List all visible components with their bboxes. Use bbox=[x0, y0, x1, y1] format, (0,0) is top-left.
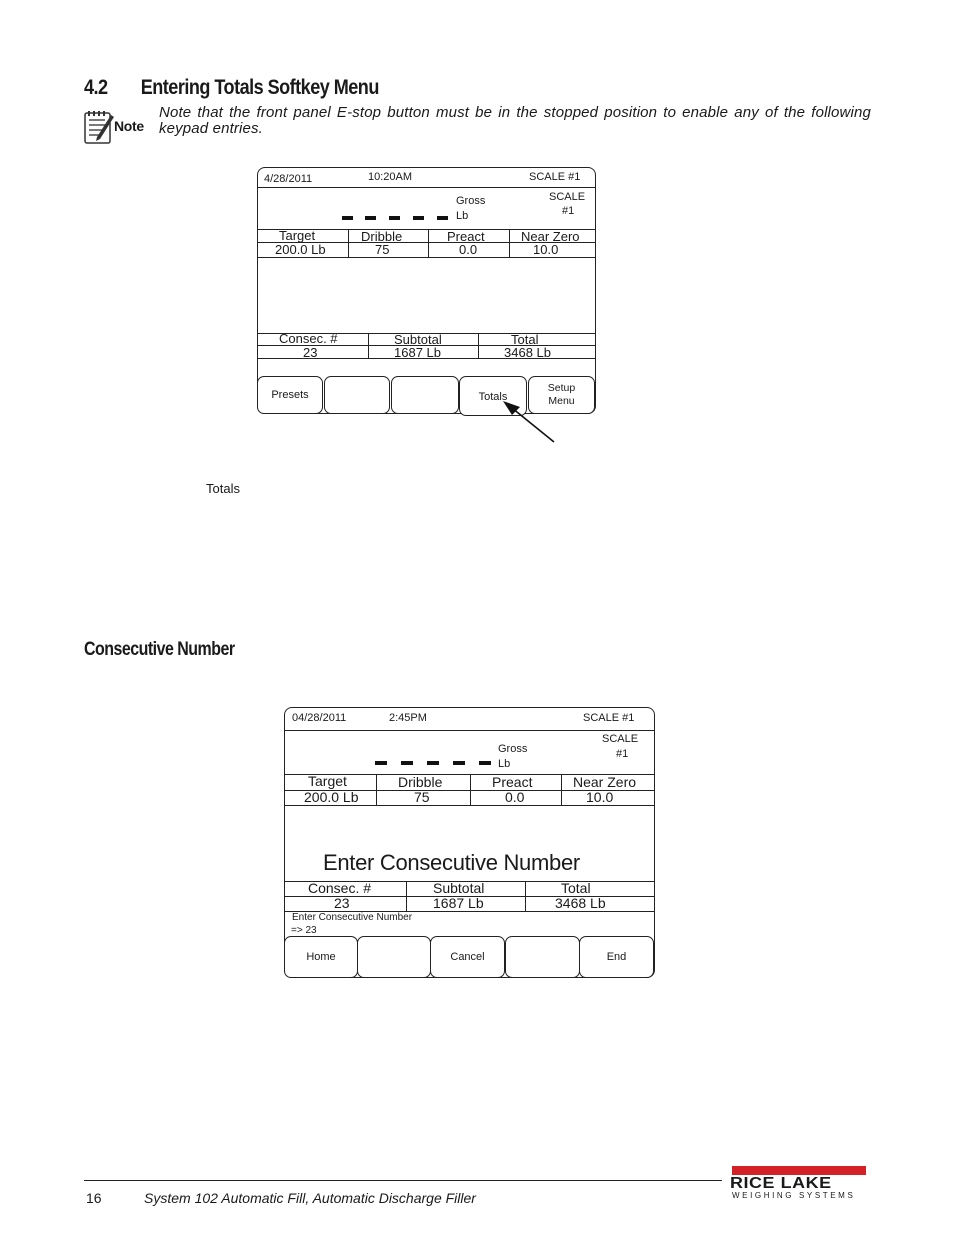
screen-date: 4/28/2011 bbox=[264, 173, 313, 185]
totals-header-total: Total bbox=[561, 880, 591, 896]
softkey-cancel[interactable]: Cancel bbox=[430, 936, 505, 978]
document-title: System 102 Automatic Fill, Automatic Discharge Filler bbox=[144, 1190, 476, 1206]
param-header-target: Target bbox=[279, 228, 316, 243]
totals-value-consec: 23 bbox=[334, 895, 350, 911]
consecutive-number-input[interactable] bbox=[291, 924, 411, 936]
totals-header-subtotal: Subtotal bbox=[394, 332, 442, 347]
param-value-near-zero: 10.0 bbox=[586, 789, 614, 805]
logo-bar bbox=[732, 1166, 866, 1175]
display-screen-main bbox=[257, 167, 596, 414]
weight-unit: Lb bbox=[456, 210, 469, 222]
totals-header-total: Total bbox=[511, 332, 539, 347]
logo-subtext: WEIGHING SYSTEMS bbox=[732, 1191, 856, 1200]
softkey-blank-2[interactable] bbox=[391, 376, 459, 414]
caption-totals: Totals bbox=[206, 481, 240, 496]
softkey-totals[interactable]: Totals bbox=[459, 376, 527, 416]
totals-header-consec: Consec. # bbox=[279, 331, 338, 346]
footer-rule bbox=[84, 1180, 722, 1181]
param-value-target: 200.0 Lb bbox=[275, 242, 326, 257]
prompt-text: Enter Consecutive Number bbox=[323, 850, 580, 875]
softkey-blank-1[interactable] bbox=[357, 936, 431, 978]
totals-value-consec: 23 bbox=[303, 345, 318, 360]
softkey-home[interactable]: Home bbox=[284, 936, 358, 978]
totals-header-subtotal: Subtotal bbox=[433, 880, 485, 896]
note-label: Note bbox=[114, 118, 144, 134]
scale-number: #1 bbox=[562, 205, 575, 217]
display-screen-consecutive bbox=[284, 707, 655, 978]
scale-label: SCALE bbox=[549, 191, 586, 203]
param-value-preact: 0.0 bbox=[505, 789, 525, 805]
section-number: 4.2 bbox=[84, 76, 108, 99]
weight-mode: Gross bbox=[456, 195, 486, 207]
screen-scale-header: SCALE #1 bbox=[529, 171, 581, 183]
param-header-dribble: Dribble bbox=[398, 774, 443, 790]
screen-scale-header: SCALE #1 bbox=[583, 712, 635, 724]
param-value-preact: 0.0 bbox=[459, 242, 478, 257]
totals-header-consec: Consec. # bbox=[308, 880, 372, 896]
softkey-blank-1[interactable] bbox=[324, 376, 390, 414]
softkey-end[interactable]: End bbox=[579, 936, 654, 978]
softkey-setup-menu[interactable]: Setup Menu bbox=[528, 376, 595, 414]
section-heading bbox=[84, 76, 379, 100]
subsection-heading: Consecutive Number bbox=[84, 639, 235, 660]
param-header-near-zero: Near Zero bbox=[521, 229, 580, 244]
param-value-target: 200.0 Lb bbox=[304, 789, 359, 805]
scale-label: SCALE bbox=[602, 733, 639, 745]
logo-text: RICE LAKE bbox=[730, 1175, 832, 1192]
totals-value-subtotal: 1687 Lb bbox=[433, 895, 484, 911]
rice-lake-logo bbox=[728, 1166, 870, 1200]
note-icon bbox=[84, 110, 150, 146]
param-value-dribble: 75 bbox=[414, 789, 430, 805]
param-value-near-zero: 10.0 bbox=[533, 242, 559, 257]
param-header-preact: Preact bbox=[447, 229, 485, 244]
section-title: Entering Totals Softkey Menu bbox=[140, 76, 379, 99]
note-text: Note that the front panel E-stop button must be in the stopped position to enable any of the following keypad entries. bbox=[159, 104, 871, 137]
pointer-arrow bbox=[500, 398, 560, 446]
param-header-target: Target bbox=[308, 773, 347, 789]
totals-value-total: 3468 Lb bbox=[555, 895, 606, 911]
weight-mode: Gross bbox=[498, 743, 528, 755]
screen-date: 04/28/2011 bbox=[292, 712, 347, 724]
param-header-preact: Preact bbox=[492, 774, 533, 790]
page-number: 16 bbox=[86, 1190, 102, 1206]
softkey-blank-2[interactable] bbox=[505, 936, 580, 978]
softkey-presets[interactable]: Presets bbox=[257, 376, 323, 414]
scale-number: #1 bbox=[616, 748, 629, 760]
param-value-dribble: 75 bbox=[375, 242, 390, 257]
weight-unit: Lb bbox=[498, 758, 511, 770]
param-header-dribble: Dribble bbox=[361, 229, 403, 244]
screen-time: 2:45PM bbox=[389, 712, 427, 724]
totals-value-subtotal: 1687 Lb bbox=[394, 345, 441, 360]
param-header-near-zero: Near Zero bbox=[573, 774, 637, 790]
screen-time: 10:20AM bbox=[368, 171, 413, 183]
totals-value-total: 3468 Lb bbox=[504, 345, 551, 360]
entry-label: Enter Consecutive Number bbox=[292, 912, 413, 923]
